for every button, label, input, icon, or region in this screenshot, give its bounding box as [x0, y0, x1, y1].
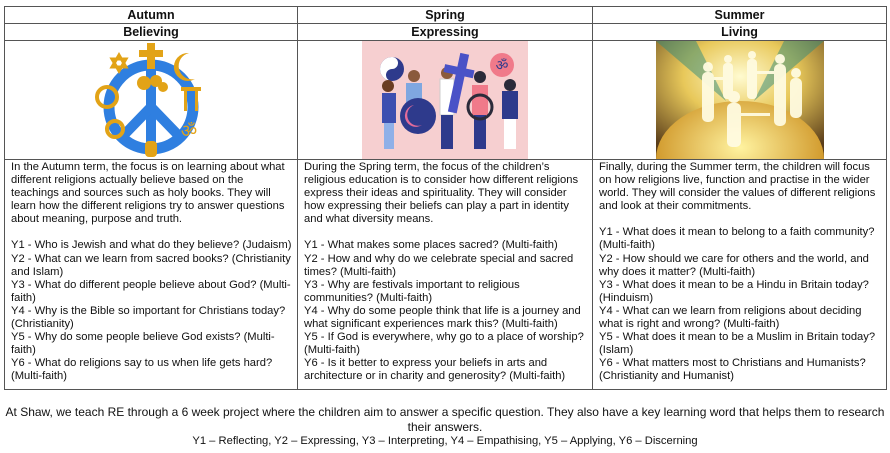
spring-question-y4: Y4 - Why do some people think that life is a journey and what significant experiences mark this? (Multi-faith): [304, 304, 581, 331]
interfaith-peace-symbol-image: [93, 41, 209, 159]
spring-question-y1: Y1 - What makes some places sacred? (Multi-faith): [304, 239, 558, 252]
summer-question-y6: Y6 - What matters most to Christians and Humanists? (Christianity and Humanist): [599, 357, 866, 383]
autumn-question-y1: Y1 - Who is Jewish and what do they believe? (Judaism): [11, 239, 292, 252]
theme-believing: Believing: [5, 24, 298, 41]
spring-question-y3: Y3 - Why are festivals important to religious communities? (Multi-faith): [304, 278, 520, 304]
autumn-question-y3: Y3 - What do different people believe about God? (Multi-faith): [11, 278, 291, 304]
autumn-intro: In the Autumn term, the focus is on learning about what different religions actually believe based on the teachings and sources such as holy books. They will learn how the different religions try to answer questions about meaning, purpose and truth.: [11, 161, 285, 226]
re-curriculum-table: [4, 6, 887, 390]
autumn-question-y5: Y5 - Why do some people believe God exists? (Multi-faith): [11, 331, 275, 357]
autumn-question-y4: Y4 - Why is the Bible so important for Christians today? (Christianity): [11, 304, 286, 331]
season-autumn: Autumn: [5, 7, 298, 24]
autumn-question-y6: Y6 - What do religions say to us when life gets hard? (Multi-faith): [11, 357, 273, 383]
people-circle-on-globe-image: [656, 41, 824, 159]
theme-expressing: Expressing: [298, 24, 593, 41]
spring-intro: During the Spring term, the focus of the children’s religious education is to consider how different religions express their ideas and spirituality. They will consider how expressing their beliefs can play a part in identity and what diversity means.: [304, 161, 579, 226]
spring-question-y6: Y6 - Is it better to express your beliefs in arts and architecture or in charity and generosity? (Multi-faith): [304, 357, 566, 383]
autumn-question-y2: Y2 - What can we learn from sacred books? (Christianity and Islam): [11, 252, 291, 278]
theme-living: Living: [593, 24, 887, 41]
summer-question-y4: Y4 - What can we learn from religions about deciding what is right and wrong? (Multi-faith): [599, 304, 862, 331]
summer-question-y2: Y2 - How should we care for others and the world, and why does it matter? (Multi-faith): [599, 252, 869, 278]
autumn-image-cell: [5, 41, 298, 160]
footer-key-words: Y1 – Reflecting, Y2 – Expressing, Y3 – Interpreting, Y4 – Empathising, Y5 – Applying, Y6 – Discerning: [192, 435, 698, 447]
summer-intro: Finally, during the Summer term, the children will focus on how religions live, function and practise in the wider world. They will consider the values of different religions and look at their commitments.: [599, 161, 876, 213]
summer-image-cell: [593, 41, 887, 160]
spring-question-y5: Y5 - If God is everywhere, why go to a place of worship? (Multi-faith): [304, 331, 584, 357]
summer-question-y3: Y3 - What does it mean to be a Hindu in Britain today? (Hinduism): [599, 278, 869, 304]
spring-content: [298, 160, 593, 390]
spring-image-cell: [298, 41, 593, 160]
season-row: [5, 7, 887, 24]
image-row: [5, 41, 887, 160]
summer-content: [593, 160, 887, 390]
footer-note: [0, 405, 890, 449]
svg-text:ॐ: ॐ: [495, 58, 509, 74]
svg-text:ॐ: ॐ: [180, 121, 198, 142]
people-holding-religious-symbols-image: [362, 41, 528, 159]
theme-row: [5, 24, 887, 41]
summer-question-y5: Y5 - What does it mean to be a Muslim in Britain today? (Islam): [599, 331, 876, 357]
season-summer: Summer: [593, 7, 887, 24]
spring-question-y2: Y2 - How and why do we celebrate special and sacred times? (Multi-faith): [304, 252, 574, 278]
content-row: [5, 160, 887, 390]
summer-question-y1: Y1 - What does it mean to belong to a faith community? (Multi-faith): [599, 226, 875, 252]
autumn-content: [5, 160, 298, 390]
footer-description: At Shaw, we teach RE through a 6 week project where the children aim to answer a specific question. They also have a key learning word that helps them to research their answers.: [5, 405, 885, 434]
season-spring: Spring: [298, 7, 593, 24]
